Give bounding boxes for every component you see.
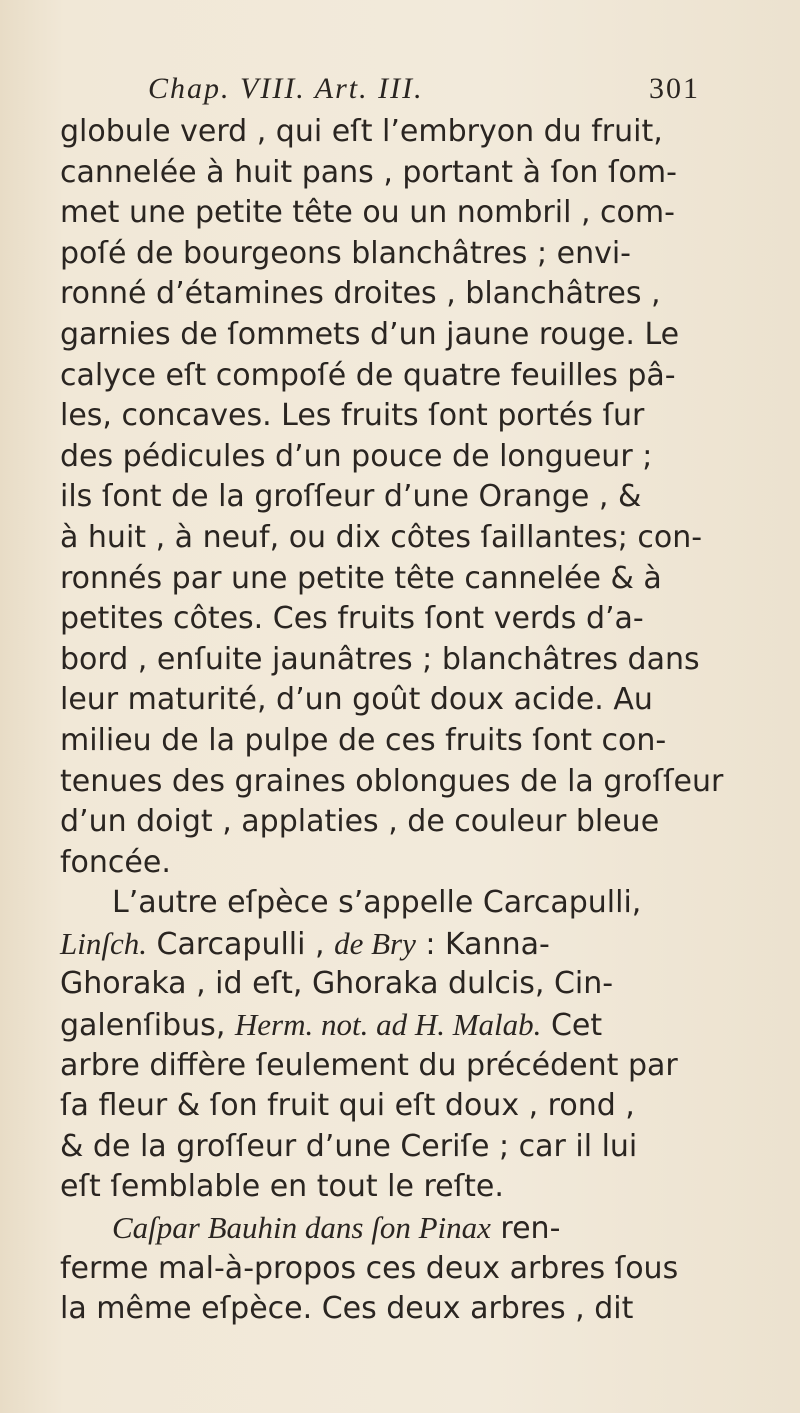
text-line: calyce eſt compoſé de quatre feuilles pâ-: [60, 357, 676, 393]
text-line: garnies de ſommets d’un jaune rouge. Le: [60, 316, 680, 352]
plant-name: Carcapulli,: [482, 885, 642, 921]
chapter-heading: Chap. VIII. Art. III.: [148, 72, 424, 105]
text-line: ils ſont de la groſſeur d’une Orange , &: [60, 479, 642, 515]
text-line: Ghoraka , id eſt, Ghoraka dulcis, Cin-: [60, 966, 614, 1002]
text-line: ronnés par une petite tête cannelée & à: [60, 560, 662, 596]
author-citation: Caſpar Bauhin dans ſon Pinax: [112, 1210, 491, 1246]
text-line: leur maturité, d’un goût doux acide. Au: [60, 682, 653, 718]
author-citation: Linſch.: [60, 925, 147, 961]
text-line: globule verd , qui eſt l’embryon du fruit,: [60, 114, 663, 149]
text-span: ren-: [490, 1211, 561, 1247]
text-line: d’un doigt , applaties , de couleur bleue: [60, 804, 660, 840]
body-text: [60, 112, 724, 1330]
text-line: [60, 924, 710, 965]
text-line: petites côtes. Ces fruits ſont verds d’a-: [60, 601, 644, 637]
text-line: poſé de bourgeons blanchâtres ; envi-: [60, 235, 631, 271]
text-line: [60, 1208, 710, 1249]
text-span: Cet: [541, 1008, 603, 1044]
text-line: à huit , à neuf, ou dix côtes ſaillantes; con-: [60, 519, 703, 555]
text-line: cannelée à huit pans , portant à ſon ſom-: [60, 154, 677, 190]
text-line: foncée.: [60, 844, 171, 880]
running-header: [140, 72, 700, 112]
author-citation: Herm. not. ad H. Malab.: [234, 1007, 542, 1043]
text-span: galenſibus,: [60, 1008, 235, 1044]
text-line: tenues des graines oblongues de la groſſeur: [60, 763, 724, 799]
text-line: arbre diffère ſeulement du précédent par: [60, 1047, 678, 1083]
text-line: eſt ſemblable en tout le reſte.: [60, 1169, 504, 1205]
text-line: milieu de la pulpe de ces fruits ſont con-: [60, 722, 667, 758]
text-line: ſa fleur & ſon fruit qui eſt doux , rond ,: [60, 1088, 635, 1124]
text-span: L’autre eſpèce s’appelle: [112, 885, 483, 921]
text-line: [60, 883, 710, 924]
text-line: ferme mal-à-propos ces deux arbres ſous: [60, 1250, 679, 1286]
text-line: met une petite tête ou un nombril , com-: [60, 195, 675, 231]
page-number: 301: [649, 72, 700, 105]
text-line: [60, 1005, 710, 1046]
text-line: la même eſpèce. Ces deux arbres , dit: [60, 1291, 634, 1327]
text-line: & de la groſſeur d’une Ceriſe ; car il lui: [60, 1128, 638, 1164]
plant-name: : Kanna-: [415, 926, 550, 962]
author-citation: de Bry: [334, 925, 416, 961]
text-line: les, concaves. Les fruits ſont portés ſur: [60, 398, 645, 434]
text-line: bord , enſuite jaunâtres ; blanchâtres dans: [60, 641, 700, 677]
plant-name: Carcapulli ,: [146, 926, 335, 962]
text-line: des pédicules d’un pouce de longueur ;: [60, 438, 653, 474]
text-line: ronné d’étamines droites , blanchâtres ,: [60, 276, 661, 312]
